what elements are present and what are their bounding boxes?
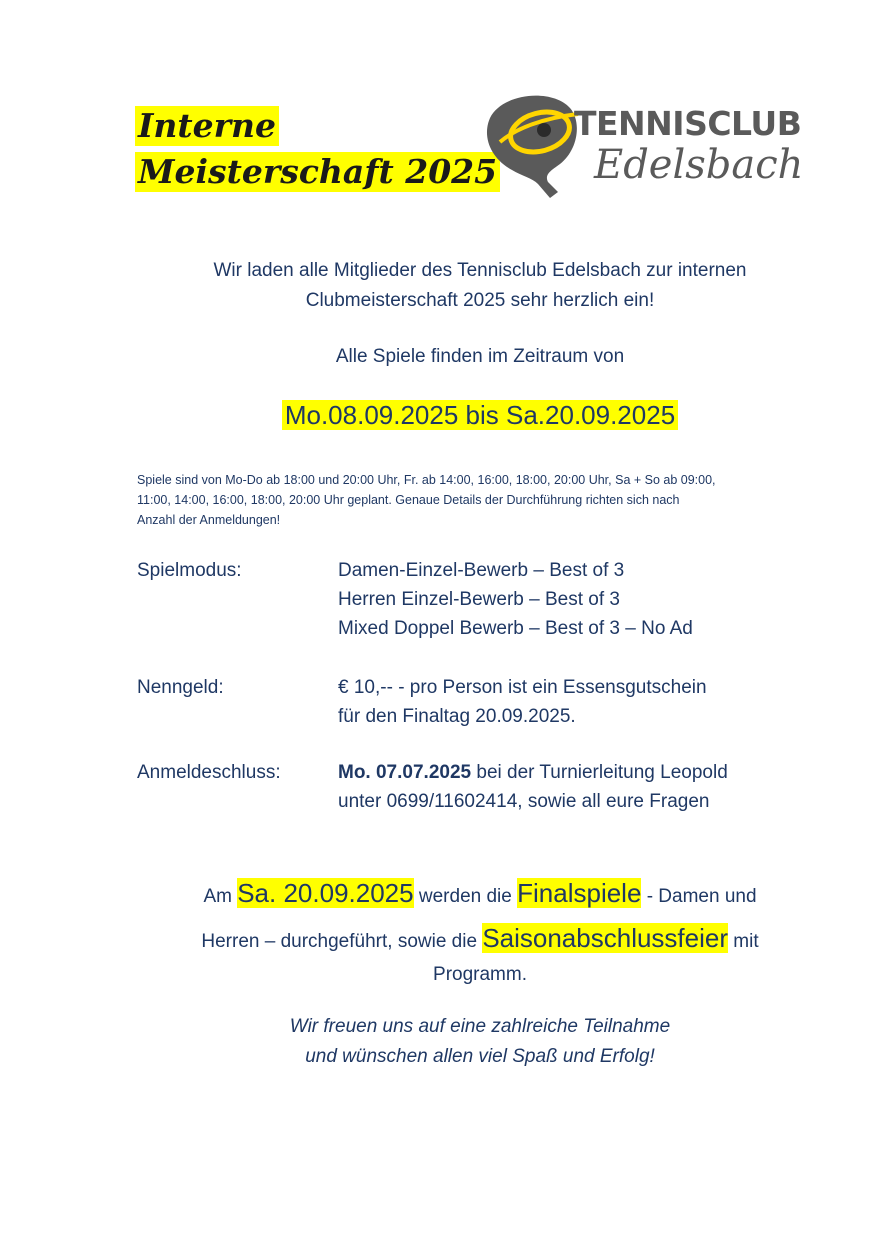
deadline-line-2: unter 0699/11602414, sowie all eure Fragen (338, 791, 710, 812)
logo-word-edelsbach: Edelsbach (594, 142, 804, 188)
nenngeld-line-1: € 10,-- - pro Person ist ein Essensgutschein (338, 677, 707, 698)
page-title (135, 106, 500, 192)
closing-line-1: Wir freuen uns auf eine zahlreiche Teilnahme (289, 1016, 671, 1037)
finals-date: Sa. 20.09.2025 (237, 878, 414, 908)
spielmodus-label: Spielmodus: (137, 560, 242, 581)
finals-saison: Saisonabschlussfeier (482, 923, 729, 953)
date-range-wrap (80, 395, 880, 435)
logo-word-tennisclub: TENNISCLUB (574, 104, 802, 143)
nenngeld-value (338, 673, 707, 731)
anmeldeschluss-label: Anmeldeschluss: (137, 762, 281, 783)
schedule-line-3: Anzahl der Anmeldungen! (137, 513, 281, 527)
intro-line-1: Wir laden alle Mitglieder des Tennisclub Edelsbach zur internen (213, 260, 747, 281)
finals-line-3: Programm. (433, 964, 527, 985)
nenngeld-label: Nenngeld: (137, 677, 224, 698)
finals-line2-start: Herren – durchgeführt, sowie die (201, 931, 483, 952)
nenngeld-line-2: für den Finaltag 20.09.2025. (338, 706, 576, 727)
closing-text (80, 1012, 880, 1072)
spielmodus-list (338, 556, 693, 643)
finals-am: Am (203, 886, 238, 907)
title-line-1: Interne (135, 106, 279, 146)
finals-rest: - Damen und (641, 886, 757, 907)
finals-finalspiele: Finalspiele (517, 878, 642, 908)
club-logo (482, 88, 802, 203)
finals-mit: mit (728, 931, 759, 952)
intro-line-2: Clubmeisterschaft 2025 sehr herzlich ein! (305, 290, 655, 311)
deadline-rest: bei der Turnierleitung Leopold (471, 762, 728, 783)
schedule-line-2: 11:00, 14:00, 16:00, 18:00, 20:00 Uhr geplant. Genaue Details der Durchführung richten sich nach (137, 493, 680, 507)
schedule-note (137, 470, 837, 530)
deadline-date: Mo. 07.07.2025 (338, 762, 472, 783)
schedule-line-1: Spiele sind von Mo-Do ab 18:00 und 20:00 Uhr, Fr. ab 14:00, 16:00, 18:00, 20:00 Uhr, Sa + So ab 09:00, (137, 473, 716, 487)
closing-line-2: und wünschen allen viel Spaß und Erfolg! (305, 1046, 655, 1067)
date-range: Mo.08.09.2025 bis Sa.20.09.2025 (282, 400, 678, 430)
mode-item: Herren Einzel-Bewerb – Best of 3 (338, 589, 620, 610)
anmeldeschluss-value (338, 758, 728, 816)
period-intro: Alle Spiele finden im Zeitraum von (335, 346, 625, 367)
title-line-2: Meisterschaft 2025 (135, 152, 500, 192)
intro-text (80, 256, 880, 316)
mode-item: Damen-Einzel-Bewerb – Best of 3 (338, 560, 625, 581)
finals-block (80, 872, 880, 988)
finals-werden: werden die (413, 886, 518, 907)
mode-item: Mixed Doppel Bewerb – Best of 3 – No Ad (338, 618, 693, 639)
